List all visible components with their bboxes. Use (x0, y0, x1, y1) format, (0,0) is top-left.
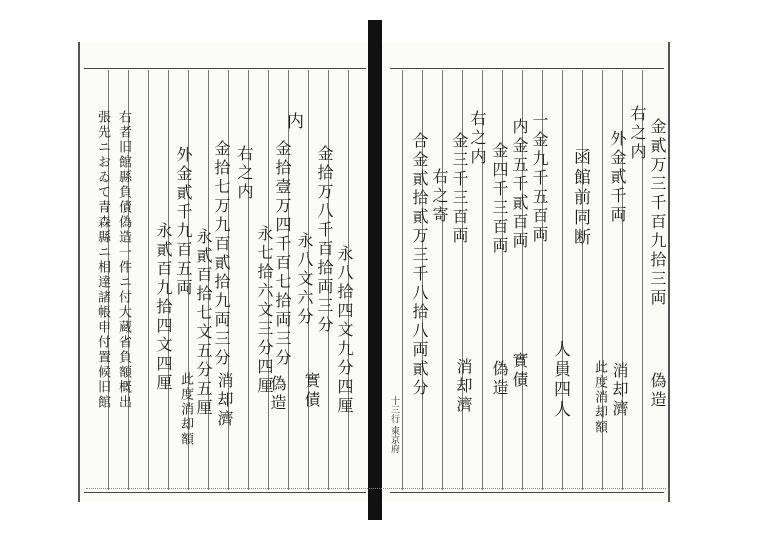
column-rule (582, 70, 583, 490)
left-column-heading: 内 (283, 112, 303, 132)
binding-gutter (368, 20, 382, 520)
right-column: 右之寄 (430, 168, 449, 225)
right-column: 右之内 (628, 105, 647, 162)
right-column: 右之内 (468, 110, 487, 167)
left-top-rule (84, 68, 366, 69)
right-note: 實債 (510, 352, 529, 390)
left-note: 消却濟 (215, 372, 234, 429)
bottom-dotted-rule (86, 488, 666, 490)
right-column: 内金五千貳百両 (510, 118, 529, 251)
right-column: 一金九千五百両 (530, 112, 549, 245)
left-note: 偽造 (268, 375, 287, 413)
column-rule (442, 70, 443, 490)
left-column: 永貳百九拾四文四厘 (154, 222, 173, 393)
right-column: 金貳万三千百九拾三両 (648, 118, 667, 308)
left-note: 此度消却額 (178, 372, 193, 447)
left-column: 永七拾六文三分四厘 (255, 225, 274, 396)
right-note: 人員四人 (550, 340, 570, 420)
left-column: 右之内 (235, 145, 254, 202)
right-note: 偽造 (490, 360, 509, 398)
right-top-rule (390, 68, 664, 69)
column-rule (562, 70, 563, 490)
left-column: 金拾七万九百貳拾九両三分 (212, 140, 231, 368)
left-note: 實債 (302, 372, 321, 410)
column-rule (502, 70, 503, 490)
left-column: 永八文六分 (295, 232, 314, 327)
left-column: 外金貳千九百五両 (174, 146, 193, 298)
left-column: 右者旧館縣負債偽造一件ニ付大蔵省負額概出 (116, 110, 131, 410)
left-column: 金拾万八千百拾両三分 (315, 145, 334, 335)
right-note: 消却濟 (610, 362, 629, 419)
page-footer-label: 十三行 東京府 (389, 396, 399, 453)
column-rule (148, 70, 149, 490)
right-note: 此度消却額 (592, 360, 607, 435)
column-rule (402, 70, 403, 490)
left-column: 張先ニおゐて青森縣ニ相達諸帳申付置候旧館 (95, 110, 110, 410)
right-bottom-rule (390, 492, 664, 493)
right-column: 外金貳千両 (608, 130, 627, 225)
right-column: 金三千三百両 (450, 132, 469, 246)
left-column: 永八拾四文九分四厘 (335, 245, 354, 416)
column-rule (248, 70, 249, 490)
left-column: 永貳百拾七文五分五厘 (194, 228, 213, 418)
right-note: 消却濟 (454, 358, 473, 415)
right-column: 合金貳拾貳万三千八拾八両貳分 (410, 132, 429, 398)
right-column: 金四千三百両 (490, 142, 509, 256)
left-bottom-rule (84, 492, 366, 493)
right-note: 偽造 (648, 372, 667, 410)
right-column: 函館前同断 (570, 148, 590, 248)
left-column: 金拾壹万四千百七拾両三分 (273, 140, 292, 368)
